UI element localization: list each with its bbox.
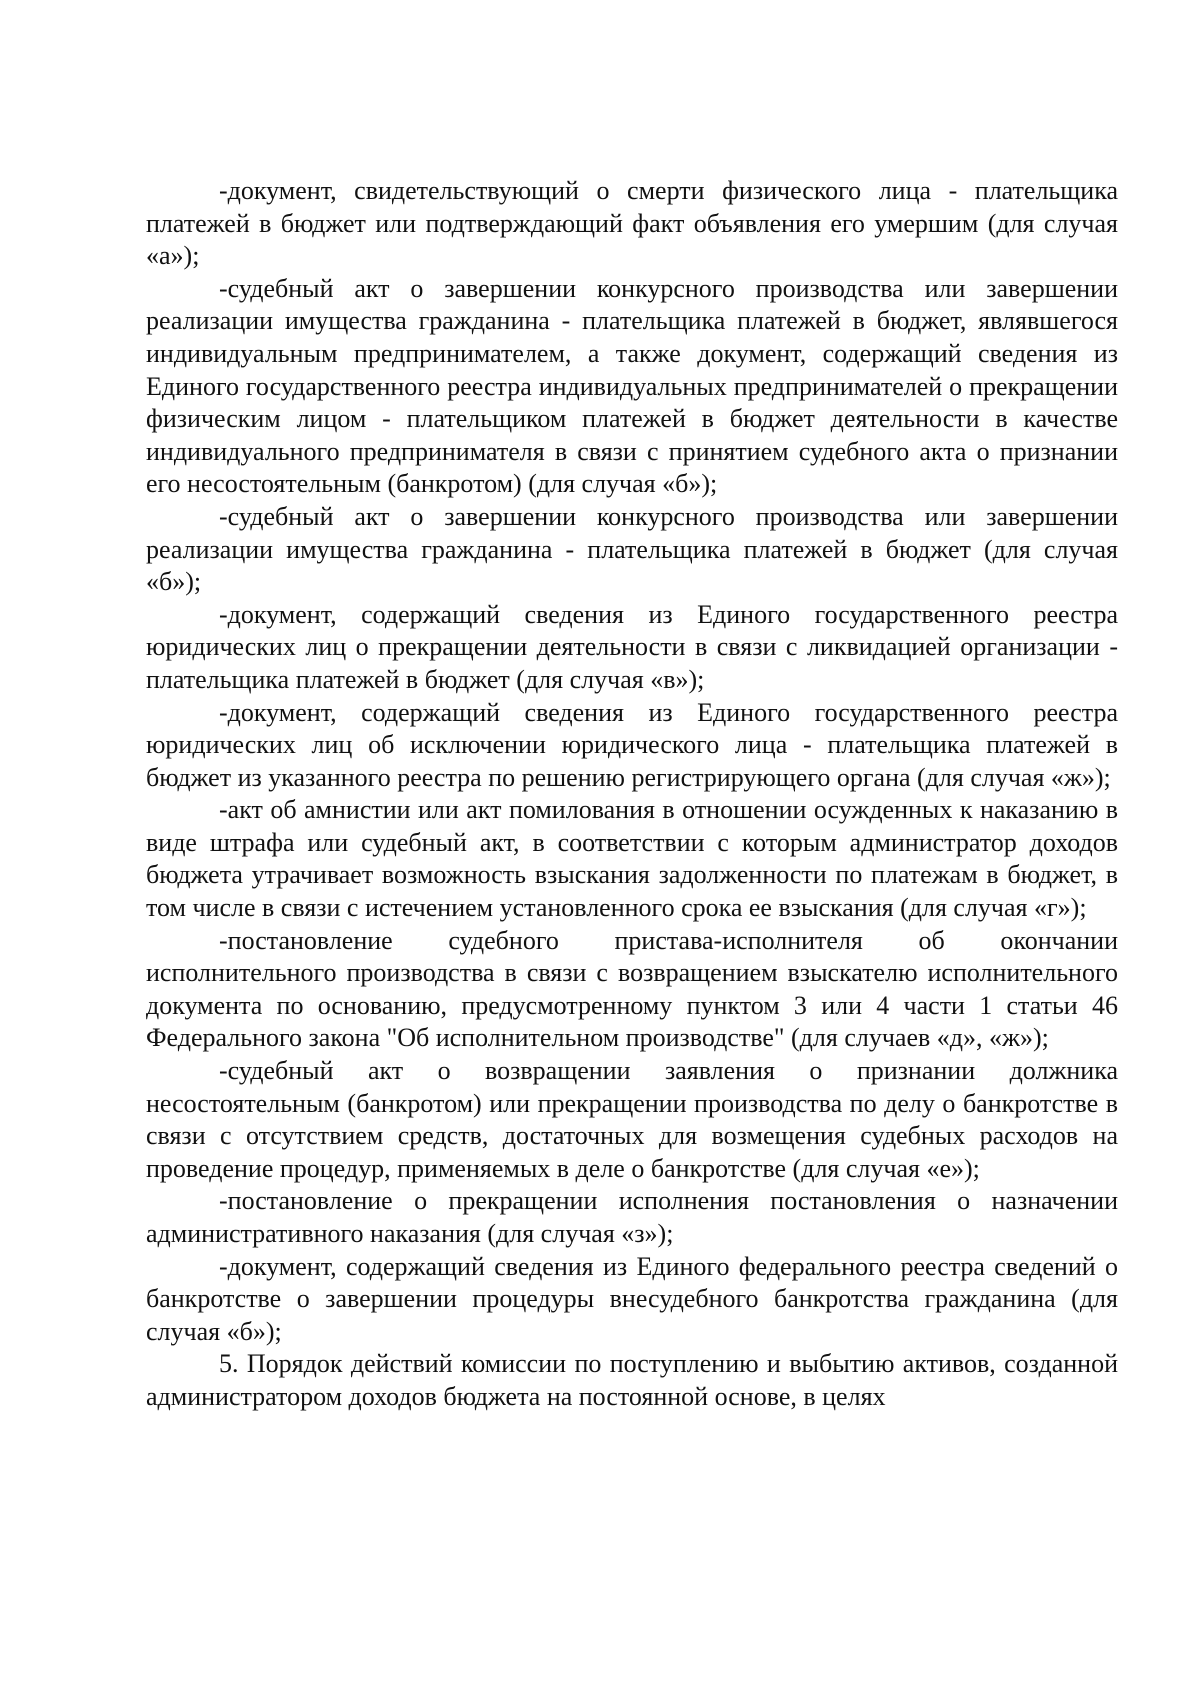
paragraph-liquidation: -документ, содержащий сведения из Единого государственного реестра юридических лиц о прекращении деятельности в связи с ликвидацией организации - плательщика платежей в бюджет (для случая «в»); xyxy=(146,599,1118,694)
paragraph-death-document: -документ, свидетельствующий о смерти физического лица - плательщика платежей в бюджет или подтверждающий факт объявления его умершим (для случая «а»); xyxy=(146,176,1118,271)
paragraph-bankruptcy-entrepreneur: -судебный акт о завершении конкурсного производства или завершении реализации имущества гражданина - плательщика платежей в бюджет, являвшегося индивидуальным предпринимателем, а также документ, содержащий сведения из Единого государственного реестра индивидуальных предпринимателей о прекращении физическим лицом - плательщиком платежей в бюджет деятельности в качестве индивидуального предпринимателя в связи с принятием судебного акта о признании его несостоятельным (банкротом) (для случая «б»); xyxy=(146,273,1118,499)
document-body xyxy=(146,175,1118,1414)
paragraph-section-5: 5. Порядок действий комиссии по поступлению и выбытию активов, созданной администратором доходов бюджета на постоянной основе, в целях xyxy=(146,1349,1118,1411)
paragraph-bankruptcy-citizen: -судебный акт о завершении конкурсного производства или завершении реализации имущества гражданина - плательщика платежей в бюджет (для случая «б»); xyxy=(146,501,1118,597)
paragraph-amnesty: -акт об амнистии или акт помилования в отношении осужденных к наказанию в виде штрафа или судебный акт, в соответствии с которым администратор доходов бюджета утрачивает возможность взыскания задолженности по платежам в бюджет, в том числе в связи с истечением установленного срока ее взыскания (для случая «г»); xyxy=(146,795,1118,923)
paragraph-return-of-application: -судебный акт о возвращении заявления о признании должника несостоятельным (банкротом) или прекращении производства по делу о банкротстве в связи с отсутствием средств, достаточных для возмещения судебных расходов на проведение процедур, применяемых в деле о банкротстве (для случая «е»); xyxy=(146,1056,1118,1183)
paragraph-bailiff-resolution: -постановление судебного пристава-исполнителя об окончании исполнительного производства в связи с возвращением взыскателю исполнительного документа по основанию, предусмотренному пунктом 3 или 4 части 1 статьи 46 Федерального закона "Об исполнительном производстве" (для случаев «д», «ж»); xyxy=(146,925,1118,1053)
paragraph-exclusion-from-register: -документ, содержащий сведения из Единого государственного реестра юридических лиц об исключении юридического лица - плательщика платежей в бюджет из указанного реестра по решению регистрирующего органа (для случая «ж»); xyxy=(146,697,1118,792)
paragraph-termination-of-execution: -постановление о прекращении исполнения постановления о назначении административного наказания (для случая «з»); xyxy=(146,1186,1118,1248)
paragraph-out-of-court-bankruptcy: -документ, содержащий сведения из Единого федерального реестра сведений о банкротстве о завершении процедуры внесудебного банкротства гражданина (для случая «б»); xyxy=(146,1251,1118,1346)
